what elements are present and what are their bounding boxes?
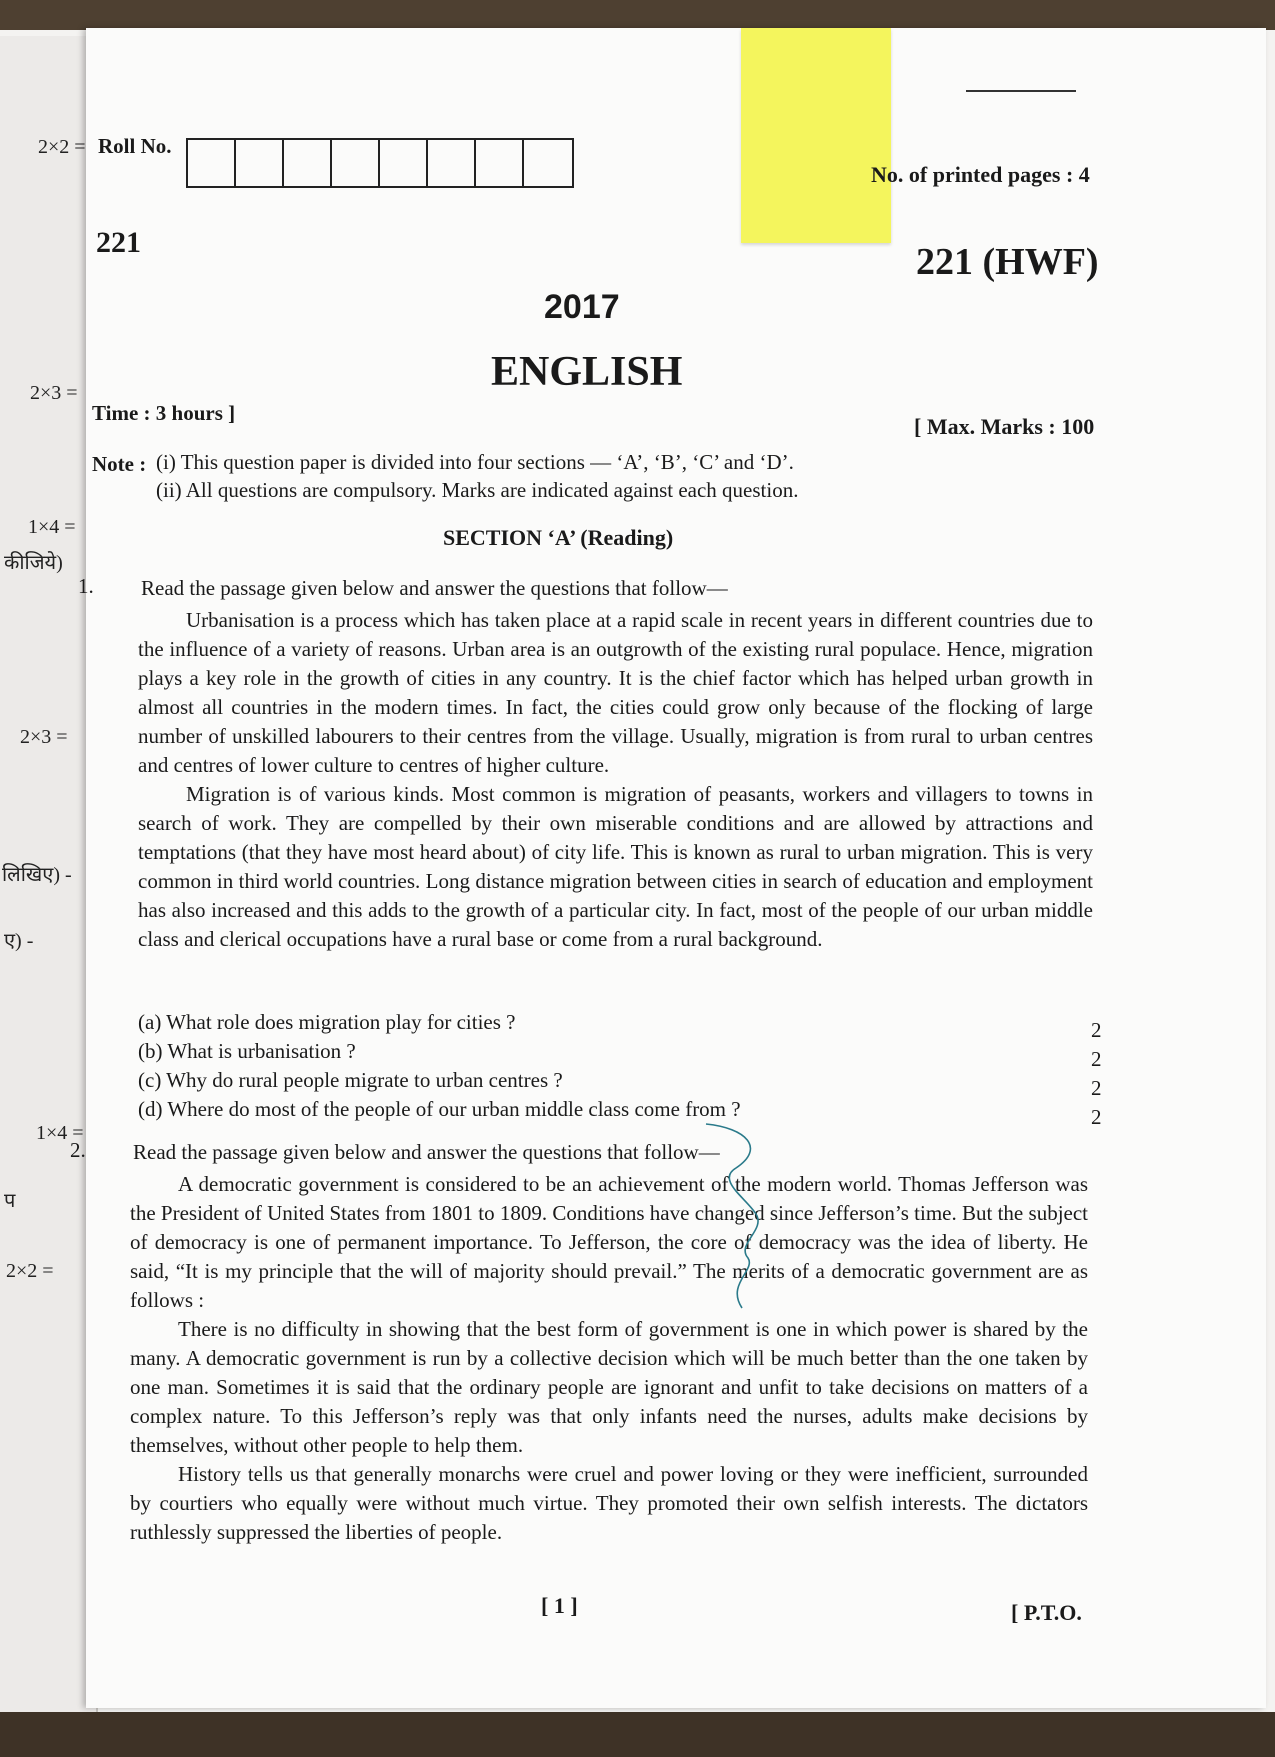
printed-pages-count: No. of printed pages : 4 <box>871 162 1090 187</box>
margin-note: 1×4 = <box>28 516 76 538</box>
margin-note: कीजिये) <box>4 552 63 574</box>
passage-paragraph: A democratic government is considered to be an achievement of the modern world. Thomas Jefferson was the President of United States from 1801 to 1809. Conditions have changed since Jefferson’s time. But the subject of democracy is one of permanent importance. To Jefferson, the core of democracy was the idea of liberty. He said, “It is my principle that the will of majority should prevail.” The merits of a democratic government are as follows : <box>130 1172 1088 1312</box>
sub-question-marks: 2 <box>1091 1018 1102 1042</box>
subject-title: ENGLISH <box>491 349 683 395</box>
margin-note: ए) - <box>4 930 34 952</box>
margin-note: 2×3 = <box>30 382 78 404</box>
page-number: [ 1 ] <box>541 1593 578 1618</box>
section-title: SECTION ‘A’ (Reading) <box>443 525 674 550</box>
pen-scribble <box>676 1118 796 1318</box>
margin-note: लिखिए) - <box>2 864 72 886</box>
roll-number-digit-box[interactable] <box>188 140 236 186</box>
margin-note: 1×4 = <box>36 1122 84 1144</box>
roll-number-digit-box[interactable] <box>236 140 284 186</box>
passage-1 <box>138 606 1093 954</box>
sub-question: (b) What is urbanisation ? <box>138 1039 356 1063</box>
passage-paragraph: There is no difficulty in showing that the best form of government is one in which power is shared by the many. A democratic government is run by a collective decision which will be much better than the one taken by one man. Sometimes it is said that the ordinary people are ignorant and unfit to take decisions on matters of a complex nature. To this Jefferson’s reply was that only infants need the nurses, adults make decisions by themselves, without other people to help them. <box>130 1317 1088 1457</box>
roll-number-digit-box[interactable] <box>332 140 380 186</box>
question-paper-page <box>70 28 1266 1708</box>
sub-question-marks: 2 <box>1091 1047 1102 1071</box>
note-label: Note : <box>92 452 147 476</box>
roll-number-digit-box[interactable] <box>476 140 524 186</box>
question-number: 1. <box>78 574 94 598</box>
roll-number-digit-box[interactable] <box>524 140 572 186</box>
sub-question: (c) Why do rural people migrate to urban centres ? <box>138 1068 563 1092</box>
margin-note: 2×3 = <box>20 726 68 748</box>
question-number: 2. <box>70 1138 86 1162</box>
margin-note: 2×2 = <box>38 136 86 158</box>
passage-paragraph: Urbanisation is a process which has taken place at a rapid scale in recent years in different countries due to the influence of a variety of reasons. Urban area is an outgrowth of the existing rural populace. Hence, migration plays a key role in the growth of cities in any country. It is the chief factor which has helped urban growth in almost all countries in the modern times. In fact, the cities could grow only because of the flocking of large number of unskilled labourers to their centres from the village. Usually, migration is from rural to urban centres and centres of lower culture to centres of higher culture. <box>138 608 1093 777</box>
scan-bottom-edge <box>0 1712 1275 1757</box>
roll-number-boxes[interactable] <box>186 138 574 188</box>
paper-code: 221 (HWF) <box>916 241 1099 283</box>
max-marks: [ Max. Marks : 100 <box>914 414 1095 439</box>
passage-2 <box>130 1170 1088 1547</box>
question-instruction: Read the passage given below and answer the questions that follow— <box>133 1140 720 1164</box>
note-item: (i) This question paper is divided into four sections — ‘A’, ‘B’, ‘C’ and ‘D’. <box>156 450 794 474</box>
paper-code-left: 221 <box>96 226 141 259</box>
sub-question: (a) What role does migration play for cities ? <box>138 1010 516 1034</box>
exam-year: 2017 <box>544 288 620 326</box>
roll-number-digit-box[interactable] <box>428 140 476 186</box>
question-instruction: Read the passage given below and answer the questions that follow— <box>141 576 728 600</box>
passage-paragraph: Migration is of various kinds. Most common is migration of peasants, workers and villagers to towns in search of work. They are compelled by their own miserable conditions and are allowed by attractions and temptations (that they have most heard about) of city life. This is known as rural to urban migration. This is very common in third world countries. Long distance migration between cities in search of education and employment has also increased and this adds to the growth of a particular city. In fact, most of the people of our urban middle class and clerical occupations have a rural base or come from a rural background. <box>138 782 1093 951</box>
roll-number-digit-box[interactable] <box>284 140 332 186</box>
sticky-note <box>741 28 891 243</box>
left-overlapping-sheet <box>0 36 98 1712</box>
roll-number-label: Roll No. <box>98 134 172 158</box>
roll-number-digit-box[interactable] <box>380 140 428 186</box>
margin-note: 2×2 = <box>6 1260 54 1282</box>
passage-paragraph: History tells us that generally monarchs were cruel and power loving or they were inefficient, surrounded by courtiers who equally were without much virtue. They promoted their own selfish interests. The dictators ruthlessly suppressed the liberties of people. <box>130 1462 1088 1544</box>
sub-question: (d) Where do most of the people of our urban middle class come from ? <box>138 1097 741 1121</box>
time-allowed: Time : 3 hours ] <box>92 401 236 425</box>
please-turn-over: [ P.T.O. <box>1011 1600 1082 1625</box>
sub-question-marks: 2 <box>1091 1076 1102 1100</box>
sub-question-marks: 2 <box>1091 1105 1102 1129</box>
note-item: (ii) All questions are compulsory. Marks are indicated against each question. <box>156 478 799 502</box>
margin-note: प <box>4 1190 16 1212</box>
page-corner-mark <box>966 90 1076 92</box>
